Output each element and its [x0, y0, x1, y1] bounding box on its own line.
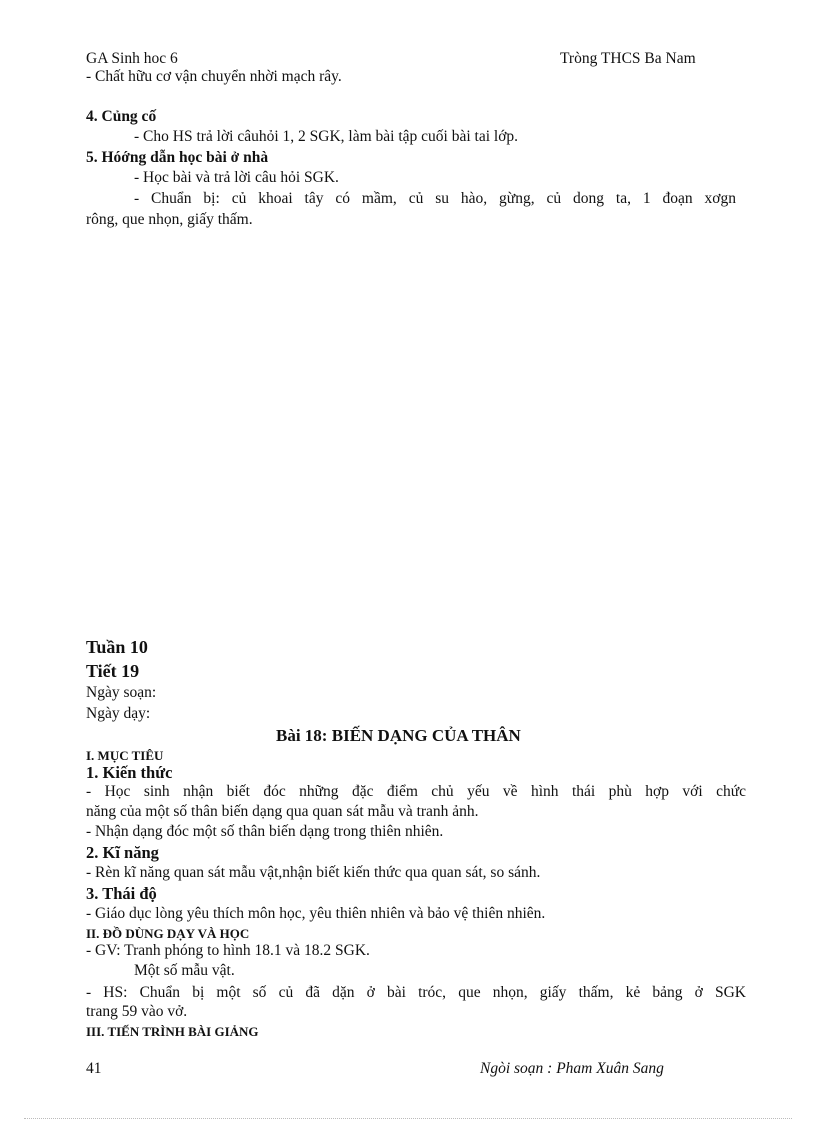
section-III-title: III. TIẾN TRÌNH BÀI GIẢNG [86, 1024, 259, 1039]
section-II-title: II. ĐỒ DÙNG DẠY VÀ HỌC [86, 926, 250, 941]
lesson-title-main: BIẾN DẠNG CỦA THÂN [331, 726, 521, 745]
knowledge-line-3: - Nhận dạng đóc một số thân biến dạng trong thiên nhiên. [86, 823, 444, 840]
student-line-2: trang 59 vào vở. [86, 1003, 188, 1020]
section-I-2-title: 2. Kĩ năng [86, 843, 159, 862]
date-prepared: Ngày soạn: [86, 684, 157, 701]
lesson-title [276, 726, 521, 746]
header-right: Tròng THCS Ba Nam [560, 50, 696, 67]
header-left: GA Sinh hoc 6 [86, 50, 178, 67]
lesson-title-prefix: Bài 18: [276, 726, 328, 745]
section-5-title: 5. Hóớng dẫn học bài ở nhà [86, 149, 269, 166]
section-5-item-1: - Học bài và trả lời câu hỏi SGK. [134, 169, 339, 186]
section-I-title: I. MỤC TIÊU [86, 748, 164, 763]
week-label: Tuần 10 [86, 637, 148, 657]
student-line-1: - HS: Chuẩn bị một số củ đã dặn ở bài tróc, que nhọn, giấy thấm, kẻ bảng ở SGK [86, 984, 746, 1001]
footer-author: Ngòi soạn : Pham Xuân Sang [480, 1060, 664, 1077]
skills-line-1: - Rèn kĩ năng quan sát mẫu vật,nhận biết kiến thức qua quan sát, so sánh. [86, 864, 541, 881]
teacher-line-1: - GV: Tranh phóng to hình 18.1 và 18.2 SGK. [86, 942, 370, 959]
date-taught: Ngày dạy: [86, 705, 151, 722]
section-I-1-title: 1. Kiến thức [86, 763, 173, 782]
attitude-line-1: - Giáo dục lòng yêu thích môn học, yêu thiên nhiên và bảo vệ thiên nhiên. [86, 905, 546, 922]
top-line-1: - Chất hữu cơ vận chuyển nhời mạch rây. [86, 68, 342, 85]
page-number: 41 [86, 1060, 102, 1077]
period-label: Tiết 19 [86, 661, 140, 681]
section-I-3-title: 3. Thái độ [86, 884, 157, 903]
knowledge-line-1: - Học sinh nhận biết đóc những đặc điểm chủ yếu về hình thái phù hợp với chức [86, 783, 746, 800]
section-4-title: 4. Củng cố [86, 108, 157, 125]
section-4-item: - Cho HS trả lời câuhỏi 1, 2 SGK, làm bài tập cuối bài tai lớp. [134, 128, 519, 145]
section-5-item-2b: rông, que nhọn, giấy thấm. [86, 211, 253, 228]
teacher-line-2: Một số mẫu vật. [134, 962, 235, 979]
page-bottom-divider [24, 1118, 792, 1119]
knowledge-line-2: năng của một số thân biến dạng qua quan sát mẫu và tranh ảnh. [86, 803, 479, 820]
section-5-item-2a: - Chuẩn bị: củ khoai tây có mầm, củ su hào, gừng, củ dong ta, 1 đoạn xơgn [134, 190, 736, 207]
